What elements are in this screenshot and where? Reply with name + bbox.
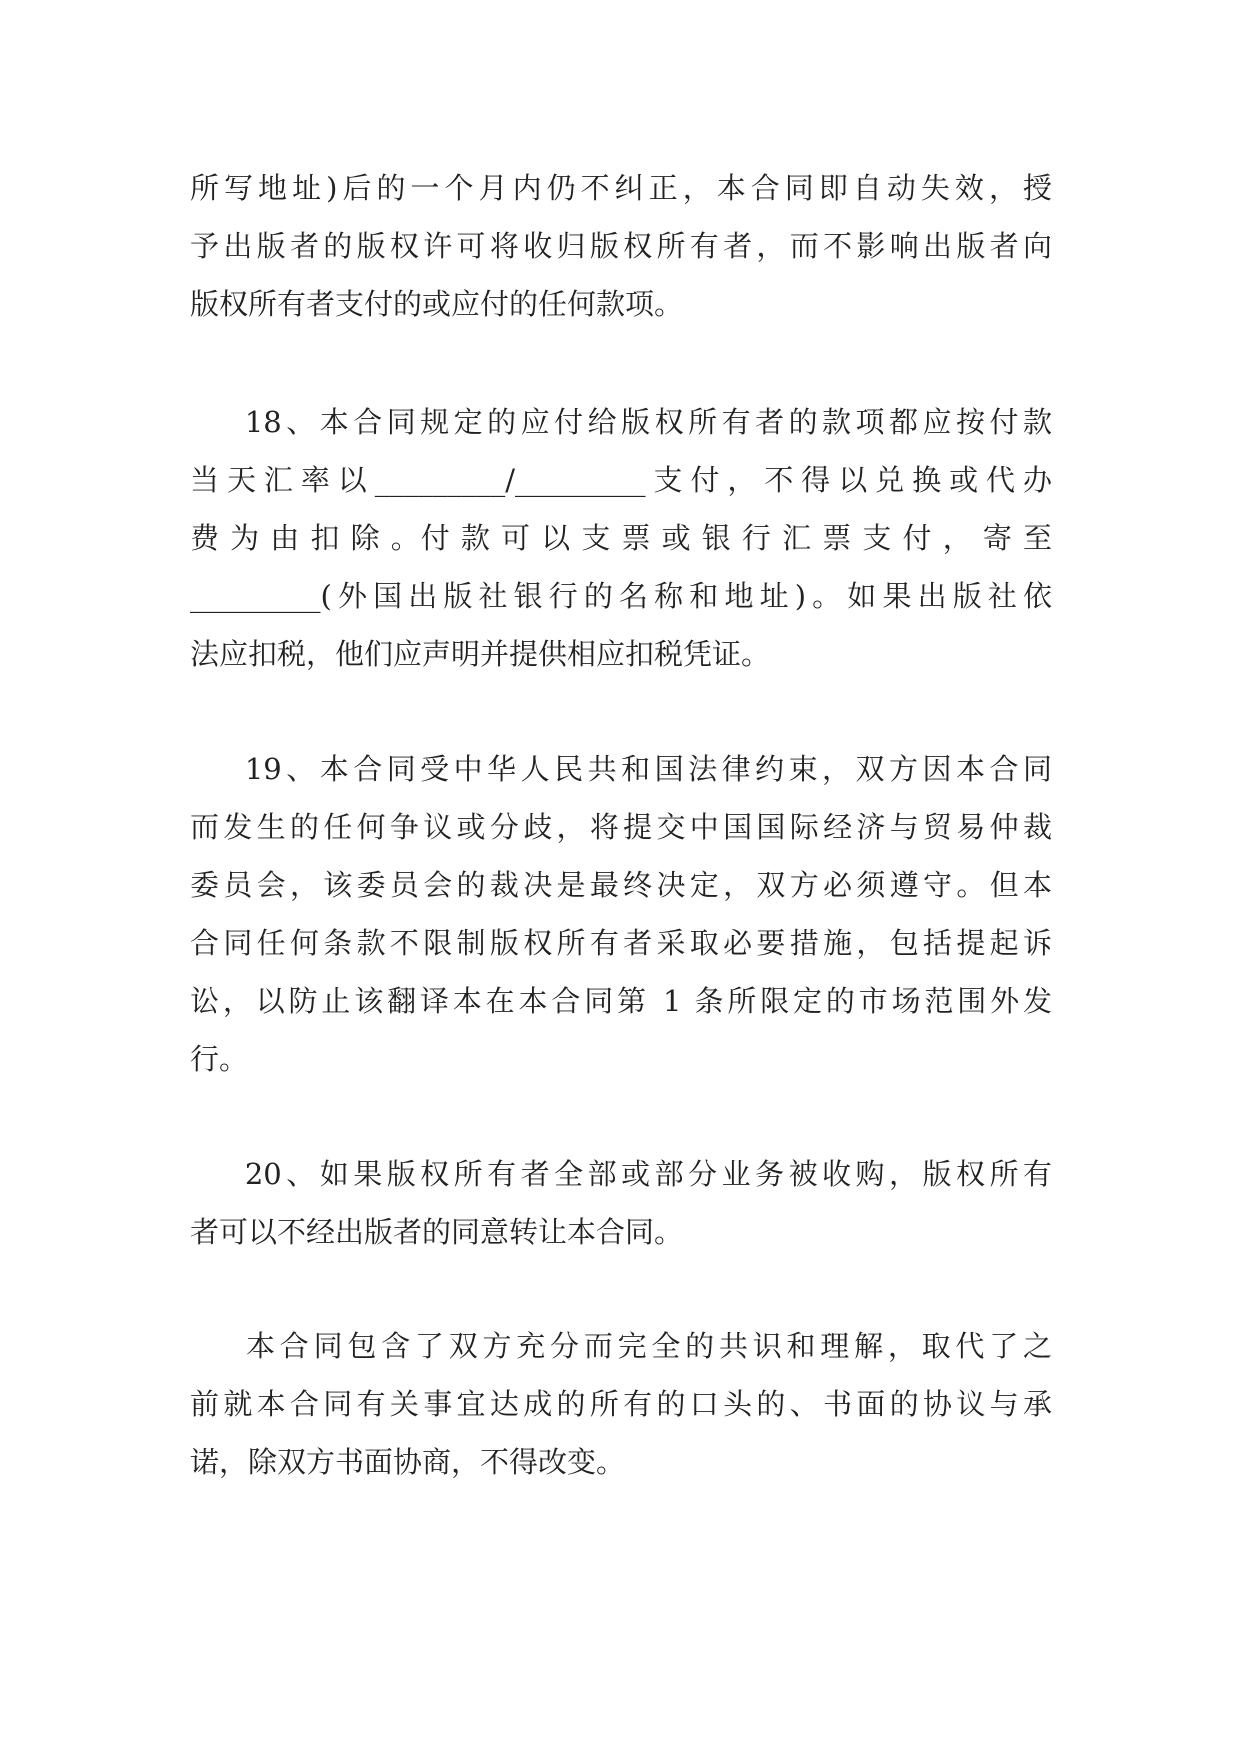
text-line: 而发生的任何争议或分歧，将提交中国国际经济与贸易仲裁 <box>190 810 1052 844</box>
text-line: 法应扣税，他们应声明并提供相应扣税凭证。 <box>190 637 771 671</box>
paragraph-20 <box>190 1145 1052 1261</box>
paragraph-19 <box>190 740 1052 1088</box>
paragraph-17-continued <box>190 159 1052 333</box>
text-line: 版权所有者支付的或应付的任何款项。 <box>190 287 684 321</box>
text-line: 本合同包含了双方充分而完全的共识和理解，取代了之 <box>190 1329 1052 1363</box>
text-line: 行。 <box>190 1042 249 1076</box>
text-line: 20、如果版权所有者全部或部分业务被收购，版权所有 <box>190 1157 1052 1191</box>
text-line: 者可以不经出版者的同意转让本合同。 <box>190 1215 684 1249</box>
text-line: 予出版者的版权许可将收归版权所有者，而不影响出版者向 <box>190 229 1052 263</box>
text-line: 所写地址)后的一个月内仍不纠正，本合同即自动失效，授 <box>190 171 1052 205</box>
text-line: _________(外国出版社银行的名称和地址)。如果出版社依 <box>190 579 1052 613</box>
text-line: 委员会，该委员会的裁决是最终决定，双方必须遵守。但本 <box>190 868 1052 902</box>
text-line: 合同任何条款不限制版权所有者采取必要措施，包括提起诉 <box>190 926 1052 960</box>
text-line: 讼，以防止该翻译本在本合同第 1 条所限定的市场范围外发 <box>190 984 1052 1018</box>
text-line: 当天汇率以_________/_________支付，不得以兑换或代办 <box>190 463 1052 497</box>
text-line: 18、本合同规定的应付给版权所有者的款项都应按付款 <box>190 405 1052 439</box>
text-line: 前就本合同有关事宜达成的所有的口头的、书面的协议与承 <box>190 1387 1052 1421</box>
paragraph-final <box>190 1317 1052 1491</box>
paragraph-18 <box>190 393 1052 683</box>
text-line: 19、本合同受中华人民共和国法律约束，双方因本合同 <box>190 752 1052 786</box>
text-line: 费 为 由 扣 除 。付 款 可 以 支 票 或 银 行 汇 票 支 付 ， 寄 至 <box>190 521 1052 555</box>
text-line: 诺，除双方书面协商，不得改变。 <box>190 1445 626 1479</box>
